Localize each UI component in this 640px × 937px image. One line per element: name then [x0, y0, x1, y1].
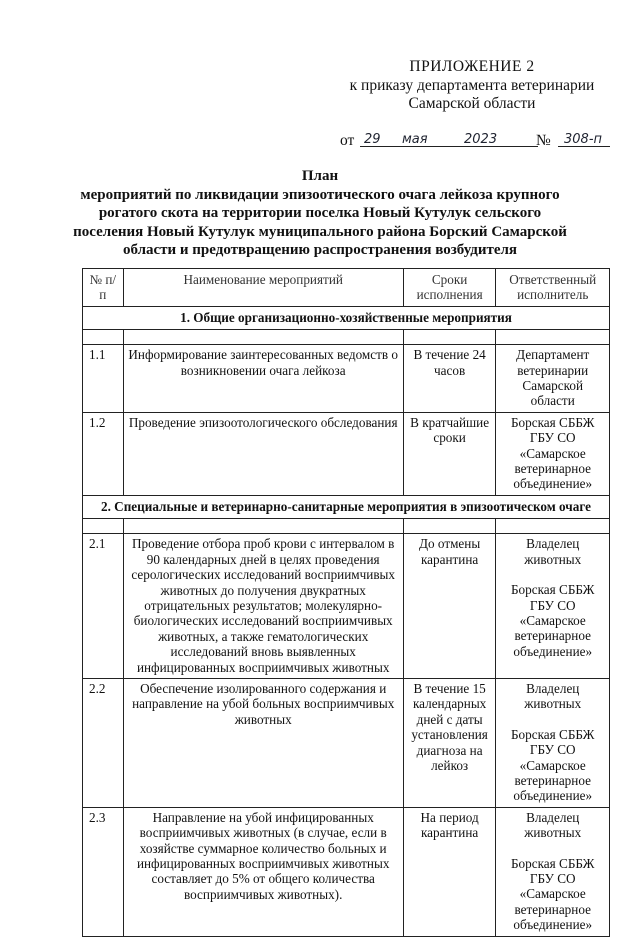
- row-name: Информирование заинтересованных ведомств о возникновении очага лейкоза: [123, 345, 403, 413]
- spacer-cell: [83, 330, 124, 345]
- header-name: Наименование мероприятий: [123, 269, 403, 307]
- plan-title-line-5: области и предотвращению распространения возбудителя: [122, 242, 518, 259]
- responsible-primary: Владелец животных: [524, 809, 582, 841]
- spacer-cell: [403, 330, 496, 345]
- section-title: 1. Общие организационно-хозяйственные мероприятия: [83, 306, 610, 329]
- spacer-cell: [496, 330, 610, 345]
- table-row: [83, 678, 610, 807]
- order-reference: [340, 130, 610, 150]
- row-num: 2.3: [83, 807, 124, 936]
- number-label: №: [536, 132, 551, 149]
- responsible-primary: Владелец животных: [524, 680, 582, 712]
- row-term: В течение 15 календарных дней с даты установления диагноза на лейкоз: [403, 678, 496, 807]
- table-header-row: [83, 269, 610, 307]
- responsible-primary: Владелец животных: [524, 536, 582, 567]
- plan-title-line-4: поселения Новый Кутулук муниципального района Борский Самарской: [73, 223, 567, 240]
- section-row: [83, 495, 610, 518]
- row-term: До отмены карантина: [403, 534, 496, 679]
- row-name: Направление на убой инфицированных восприимчивых животных (в случае, если в хозяйстве суммарное количество больных и инфицированных восприимчивых животных составляет до 5% от общего количества восприимчивых животных).: [123, 807, 403, 936]
- row-term: В течение 24 часов: [403, 345, 496, 413]
- responsible-secondary: Борская СББЖ ГБУ СО «Самарское ветеринарное объединение»: [510, 726, 595, 804]
- row-responsible: [496, 807, 610, 936]
- row-responsible: [496, 534, 610, 679]
- row-responsible: [496, 412, 610, 495]
- spacer-cell: [83, 519, 124, 534]
- row-term: В кратчайшие сроки: [403, 412, 496, 495]
- plan-title: [60, 167, 580, 260]
- responsible-secondary: Борская СББЖ ГБУ СО «Самарское ветеринарное объединение»: [510, 582, 595, 659]
- plan-title-line-3: рогатого скота на территории поселка Новый Кутулук сельского: [98, 205, 542, 222]
- appendix-line-2: Самарской области: [408, 95, 536, 112]
- appendix-title: ПРИЛОЖЕНИЕ 2: [409, 58, 535, 75]
- section-title: 2. Специальные и ветеринарно-санитарные мероприятия в эпизоотическом очаге: [83, 495, 610, 518]
- spacer-cell: [123, 519, 403, 534]
- plan-table: [82, 268, 610, 937]
- appendix-line-1: к приказу департамента ветеринарии: [349, 76, 595, 94]
- row-responsible: [496, 345, 610, 413]
- header-responsible: Ответственный исполнитель: [496, 269, 610, 307]
- row-num: 2.2: [83, 678, 124, 807]
- row-num: 2.1: [83, 534, 124, 679]
- spacer-cell: [123, 330, 403, 345]
- responsible-gap: [500, 567, 605, 582]
- section-row: [83, 306, 610, 329]
- row-term: На период карантина: [403, 807, 496, 936]
- handwritten-year: 2023: [464, 132, 498, 147]
- responsible-gap: [500, 712, 605, 727]
- plan-title-line-2: мероприятий по ликвидации эпизоотического очага лейкоза крупного: [80, 186, 560, 203]
- row-name: Проведение отбора проб крови с интервалом в 90 календарных дней в целях проведения серологических исследований восприимчивых животных до получения двукратных отрицательных результатов; молекулярно-биологических исследований восприимчивых животных, а также гематологических исследований вновь выявленных инфицированных восприимчивых животных: [123, 534, 403, 679]
- row-num: 1.1: [83, 345, 124, 413]
- header-term: Сроки исполнения: [403, 269, 496, 307]
- spacer-cell: [403, 519, 496, 534]
- header-num: № п/п: [83, 269, 124, 307]
- appendix-block: [342, 58, 602, 114]
- handwritten-day: 29: [364, 132, 381, 147]
- spacer-cell: [496, 519, 610, 534]
- plan-title-line-1: План: [301, 168, 339, 184]
- row-responsible: [496, 678, 610, 807]
- date-underline: [360, 146, 538, 147]
- responsible-gap: [500, 841, 605, 856]
- table-row: [83, 807, 610, 936]
- handwritten-number: 308-п: [564, 132, 603, 147]
- row-num: 1.2: [83, 412, 124, 495]
- table-row: [83, 345, 610, 413]
- responsible-primary: Департамент ветеринарии Самарской области: [516, 347, 590, 409]
- row-name: Обеспечение изолированного содержания и направление на убой больных восприимчивых животных: [123, 678, 403, 807]
- responsible-primary: Борская СББЖ ГБУ СО «Самарское ветеринарное объединение»: [510, 414, 595, 492]
- table-row: [83, 412, 610, 495]
- responsible-secondary: Борская СББЖ ГБУ СО «Самарское ветеринарное объединение»: [510, 855, 595, 933]
- table-row: [83, 534, 610, 679]
- spacer-row: [83, 519, 610, 534]
- date-label: от: [340, 132, 355, 149]
- row-name: Проведение эпизоотологического обследования: [123, 412, 403, 495]
- spacer-row: [83, 330, 610, 345]
- handwritten-month: мая: [402, 132, 428, 147]
